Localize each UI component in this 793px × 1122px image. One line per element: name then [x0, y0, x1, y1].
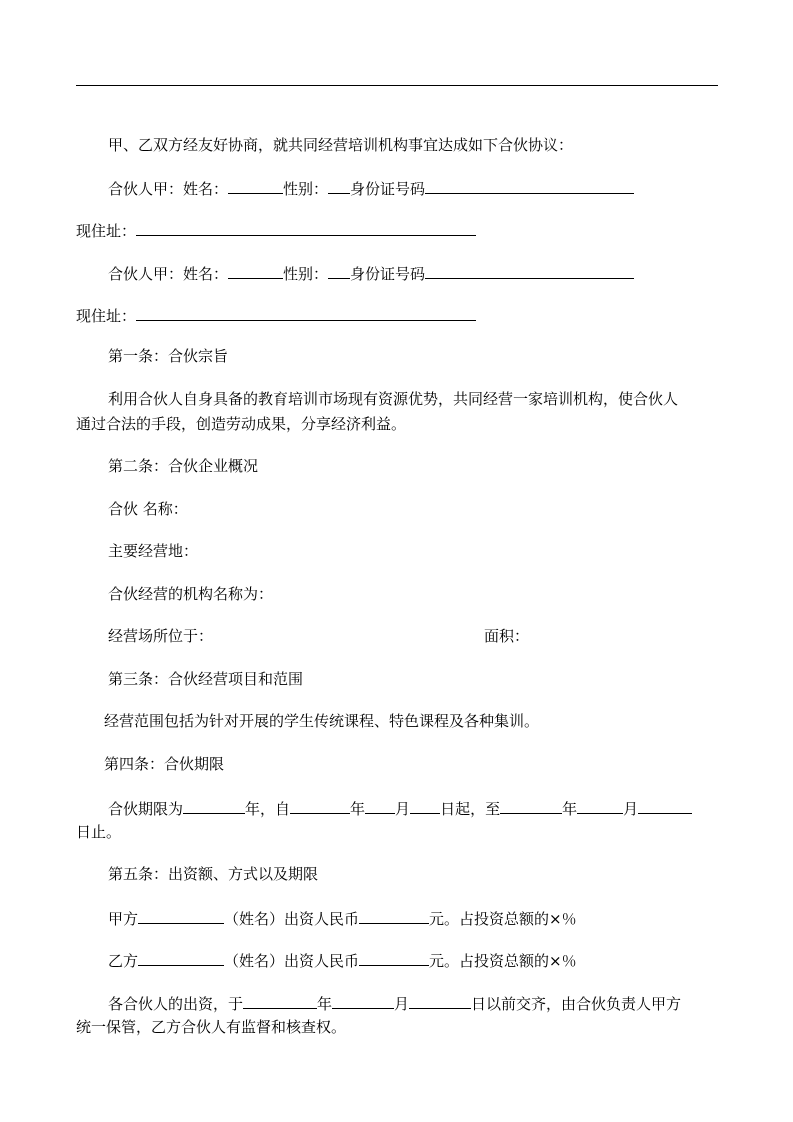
partner2-address-blank[interactable]	[136, 304, 476, 321]
party-b-amount-blank[interactable]	[359, 949, 429, 966]
article5-party-b-line	[108, 949, 577, 971]
article2-place: 主要经营地：	[108, 542, 199, 560]
article2-title: 第二条：合伙企业概况	[108, 457, 259, 475]
partner1-line	[108, 177, 634, 199]
end-month-blank[interactable]	[577, 797, 623, 814]
article5-custody-line: 统一保管，乙方合伙人有监督和核查权。	[76, 1018, 347, 1036]
article1-line1: 利用合伙人自身具备的教育培训市场现有资源优势，共同经营一家培训机构，使合伙人	[108, 390, 679, 408]
partner2-address-label: 现住址：	[76, 307, 137, 325]
partner1-address-line	[76, 219, 476, 241]
article2-org: 合伙经营的机构名称为：	[108, 585, 274, 603]
party-a-contribution-label: （姓名）出资人民币	[224, 910, 360, 928]
partner2-name-label: 合伙人甲：姓名：	[108, 265, 229, 283]
partner1-id-label: 身份证号码	[350, 180, 426, 198]
deadline-day-blank[interactable]	[409, 992, 471, 1009]
partner1-address-label: 现住址：	[76, 222, 137, 240]
party-a-name-blank[interactable]	[138, 907, 224, 924]
start-year-label: 年	[350, 800, 366, 818]
start-day-label: 日起，至	[440, 800, 501, 818]
party-b-label: 乙方	[108, 952, 139, 970]
end-year-label: 年	[562, 800, 578, 818]
partner2-line	[108, 262, 634, 284]
partner1-gender-label: 性别：	[283, 180, 329, 198]
article5-party-a-line	[108, 907, 577, 929]
party-a-amount-blank[interactable]	[359, 907, 429, 924]
term-label: 合伙期限为	[108, 800, 184, 818]
deadline-label: 各合伙人的出资，于	[108, 995, 244, 1013]
partner1-gender-blank[interactable]	[328, 177, 350, 194]
article5-title: 第五条：出资额、方式以及期限	[108, 865, 319, 883]
start-month-label: 月	[395, 800, 411, 818]
party-b-name-blank[interactable]	[138, 949, 224, 966]
article2-site: 经营场所位于：	[108, 627, 214, 645]
article4-end: 日止。	[76, 823, 122, 841]
start-day-blank[interactable]	[410, 797, 440, 814]
article2-area: 面积：	[484, 627, 530, 645]
article1-title: 第一条：合伙宗旨	[108, 347, 229, 365]
header-rule	[76, 85, 718, 86]
article4-title: 第四条：合伙期限	[104, 755, 225, 773]
deadline-year-label: 年	[317, 995, 333, 1013]
partner2-gender-label: 性别：	[283, 265, 329, 283]
end-month-label: 月	[623, 800, 639, 818]
article3-body: 经营范围包括为针对开展的学生传统课程、特色课程及各种集训。	[104, 712, 540, 730]
end-year-blank[interactable]	[500, 797, 562, 814]
partner1-name-blank[interactable]	[228, 177, 283, 194]
end-day-blank[interactable]	[638, 797, 692, 814]
intro-paragraph: 甲、乙双方经友好协商，就共同经营培训机构事宜达成如下合伙协议：	[108, 136, 574, 154]
start-month-blank[interactable]	[365, 797, 395, 814]
partner1-name-label: 合伙人甲：姓名：	[108, 180, 229, 198]
partner1-address-blank[interactable]	[136, 219, 476, 236]
deadline-month-blank[interactable]	[332, 992, 394, 1009]
party-b-contribution-label: （姓名）出资人民币	[224, 952, 360, 970]
partner2-address-line	[76, 304, 476, 326]
article3-title: 第三条：合伙经营项目和范围	[108, 670, 304, 688]
article2-name: 合伙 名称：	[108, 500, 188, 518]
term-from-label: 年，自	[245, 800, 291, 818]
deadline-year-blank[interactable]	[243, 992, 317, 1009]
party-a-label: 甲方	[108, 910, 139, 928]
article1-line2: 通过合法的手段，创造劳动成果，分享经济利益。	[76, 415, 407, 433]
partner1-id-blank[interactable]	[425, 177, 634, 194]
deadline-month-label: 月	[394, 995, 410, 1013]
article5-deadline-line	[108, 992, 681, 1014]
deadline-day-label: 日以前交齐，由合伙负责人甲方	[471, 995, 682, 1013]
start-year-blank[interactable]	[290, 797, 350, 814]
partner2-id-blank[interactable]	[425, 262, 634, 279]
term-years-blank[interactable]	[183, 797, 245, 814]
partner2-id-label: 身份证号码	[350, 265, 426, 283]
partner2-gender-blank[interactable]	[328, 262, 350, 279]
party-b-share-label: 元。占投资总额的×％	[429, 952, 577, 970]
party-a-share-label: 元。占投资总额的×％	[429, 910, 577, 928]
article4-term-line	[108, 797, 692, 819]
partner2-name-blank[interactable]	[228, 262, 283, 279]
